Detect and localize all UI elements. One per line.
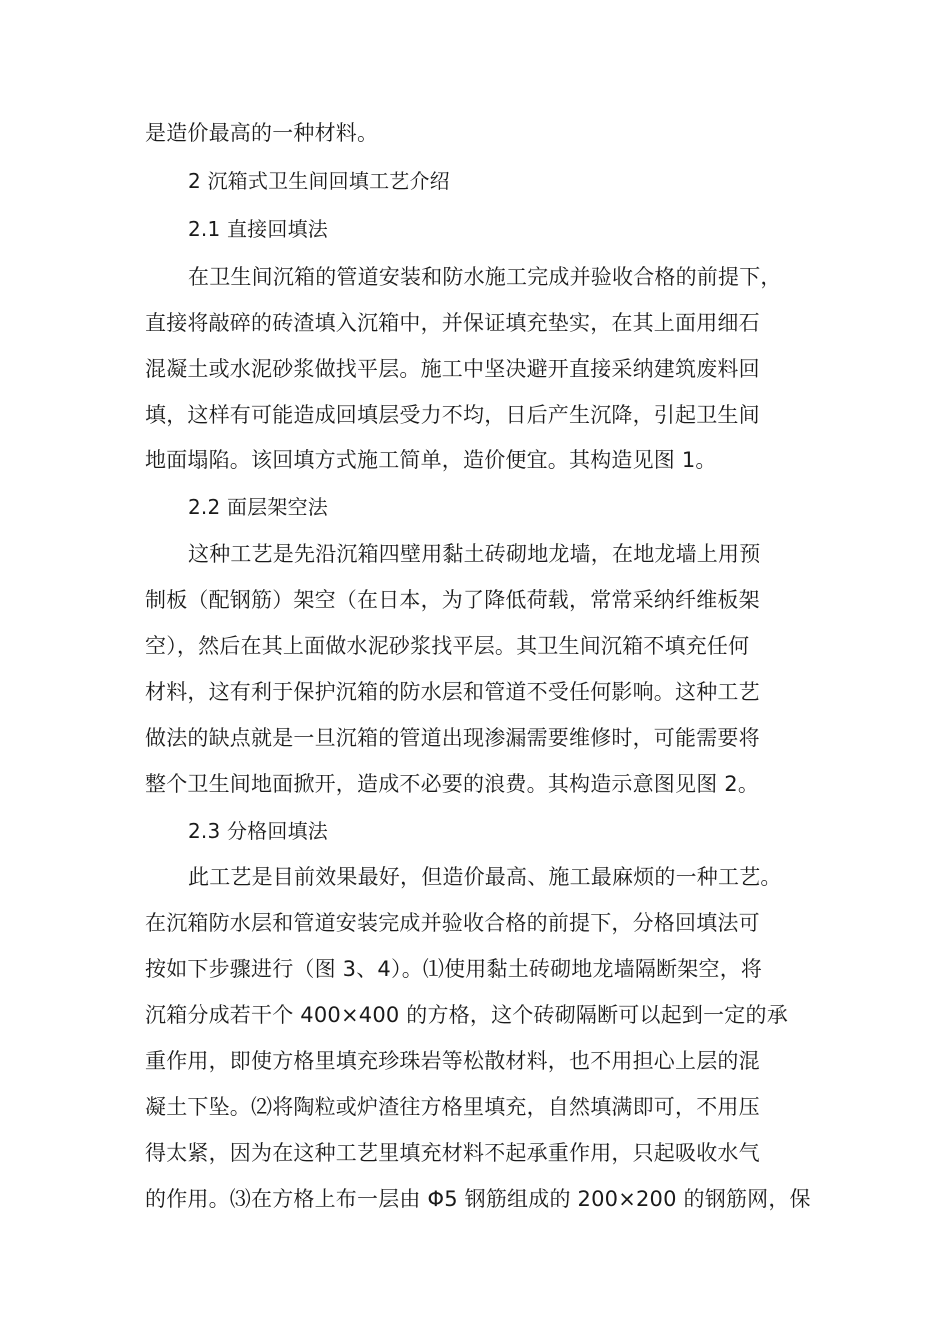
paragraph-line: 的作用。⑶在方格上布一层由 Φ5 钢筋组成的 200×200 的钢筋网，保 <box>145 1187 811 1211</box>
paragraph-line: 是造价最高的一种材料。 <box>145 121 379 145</box>
paragraph-line: 混凝土或水泥砂浆做找平层。施工中坚决避开直接采纳建筑废料回 <box>145 357 760 381</box>
paragraph-line: 地面塌陷。该回填方式施工简单，造价便宜。其构造见图 1。 <box>145 448 717 472</box>
paragraph-line: 材料，这有利于保护沉箱的防水层和管道不受任何影响。这种工艺 <box>145 680 760 704</box>
paragraph-line: 直接将敲碎的砖渣填入沉箱中，并保证填充垫实，在其上面用细石 <box>145 311 760 335</box>
paragraph-line: 凝土下坠。⑵将陶粒或炉渣往方格里填充，自然填满即可，不用压 <box>145 1095 760 1119</box>
subsection-heading: 2.3 分格回填法 <box>188 819 328 843</box>
paragraph-line: 沉箱分成若干个 400×400 的方格，这个砖砌隔断可以起到一定的承 <box>145 1003 788 1027</box>
paragraph-line: 得太紧，因为在这种工艺里填充材料不起承重作用，只起吸收水气 <box>145 1141 760 1165</box>
paragraph-line: 此工艺是目前效果最好，但造价最高、施工最麻烦的一种工艺。 <box>188 865 782 889</box>
subsection-heading: 2.2 面层架空法 <box>188 495 328 519</box>
paragraph-line: 在沉箱防水层和管道安装完成并验收合格的前提下，分格回填法可 <box>145 911 760 935</box>
paragraph-line: 制板（配钢筋）架空（在日本，为了降低荷载，常常采纳纤维板架 <box>145 588 760 612</box>
paragraph-line: 填，这样有可能造成回填层受力不均，日后产生沉降，引起卫生间 <box>145 403 760 427</box>
paragraph-line: 按如下步骤进行（图 3、4）。⑴使用黏土砖砌地龙墙隔断架空，将 <box>145 957 763 981</box>
paragraph-line: 这种工艺是先沿沉箱四壁用黏土砖砌地龙墙，在地龙墙上用预 <box>188 542 761 566</box>
paragraph-line: 重作用，即使方格里填充珍珠岩等松散材料，也不用担心上层的混 <box>145 1049 760 1073</box>
paragraph-line: 空），然后在其上面做水泥砂浆找平层。其卫生间沉箱不填充任何 <box>145 634 750 658</box>
subsection-heading: 2.1 直接回填法 <box>188 217 328 241</box>
section-heading: 2 沉箱式卫生间回填工艺介绍 <box>188 169 450 193</box>
paragraph-line: 在卫生间沉箱的管道安装和防水施工完成并验收合格的前提下， <box>188 265 782 289</box>
paragraph-line: 做法的缺点就是一旦沉箱的管道出现渗漏需要维修时，可能需要将 <box>145 726 760 750</box>
paragraph-line: 整个卫生间地面掀开，造成不必要的浪费。其构造示意图见图 2。 <box>145 772 760 796</box>
